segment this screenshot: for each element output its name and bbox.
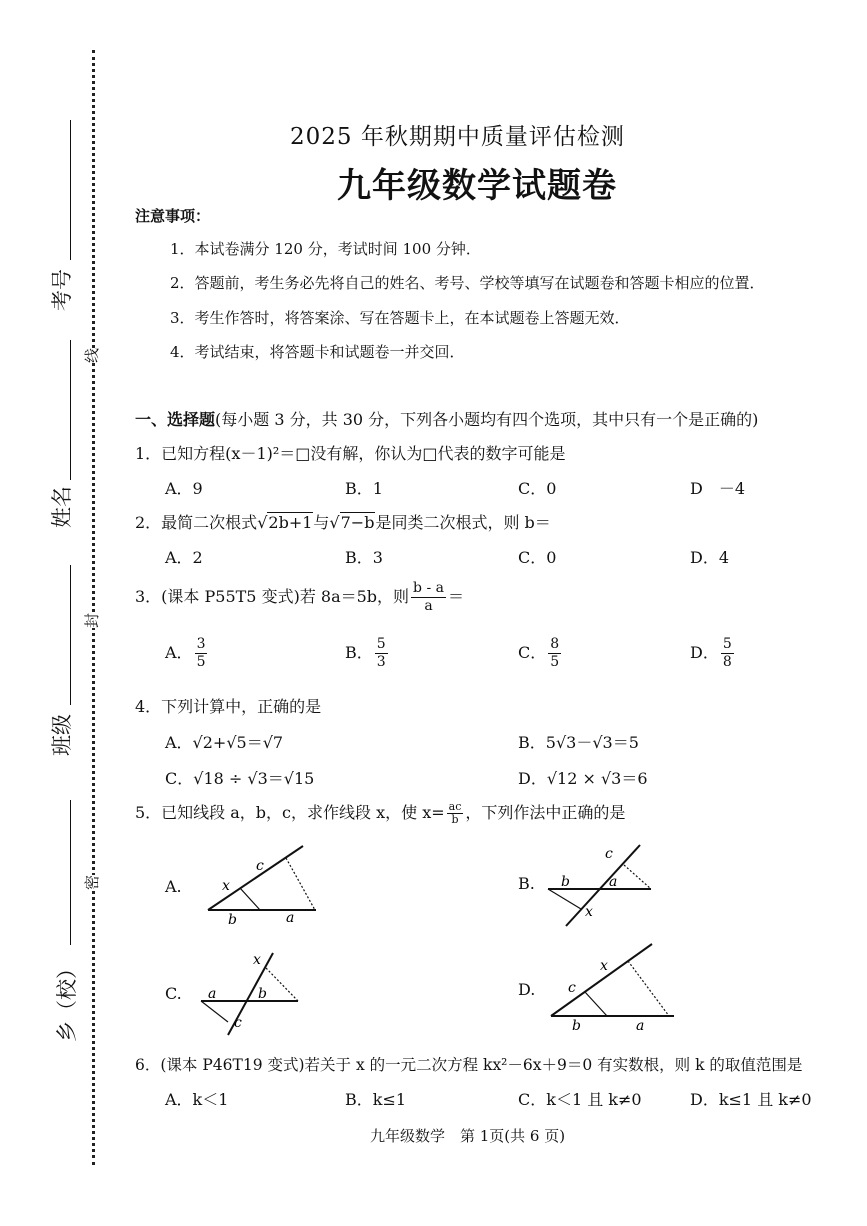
notice-item: 4．考试结束，将答题卡和试题卷一并交回． [170, 343, 465, 361]
notice-item: 1．本试卷满分 120 分，考试时间 100 分钟． [170, 240, 481, 258]
svg-text:a: a [208, 986, 217, 1002]
q2-option-d[interactable]: D．4 [690, 548, 730, 567]
q2-pre: 2．最简二次根式 [135, 513, 258, 532]
notice-item: 2．答题前，考生务必先将自己的姓名、考号、学校等填写在试题卷和答题卡相应的位置． [170, 274, 765, 292]
seal-char-seal: 封 [83, 612, 102, 629]
name-label: 姓名 [50, 486, 74, 528]
q1-option-d[interactable]: D －4 [690, 479, 746, 498]
q4-option-c[interactable]: C．√18 ÷ √3＝√15 [165, 769, 315, 788]
q3-fraction: $\frac{b - a}{a}$ [413, 580, 444, 614]
q3-option-c[interactable]: C． $\frac{8}{5}$ [518, 636, 560, 670]
q6-option-c[interactable]: C．k＜1 且 k≠0 [518, 1090, 642, 1109]
q5-option-a-label[interactable]: A. [165, 877, 182, 896]
paper-title: 九年级数学试题卷 [337, 166, 617, 206]
exam-no-line[interactable] [70, 120, 71, 260]
q1-option-b[interactable]: B．1 [345, 479, 383, 498]
q3-post: ＝ [448, 587, 465, 606]
binding-strip [0, 0, 120, 1226]
q3-option-b[interactable]: B． $\frac{5}{3}$ [345, 636, 386, 670]
school-label: 乡（校） [55, 958, 79, 1042]
q2-option-b[interactable]: B．3 [345, 548, 383, 567]
q2-post: 是同类二次根式，则 b＝ [375, 513, 551, 532]
notice-item: 3．考生作答时，将答案涂、写在答题卡上，在本试题卷上答题无效． [170, 309, 630, 327]
q4-stem: 4．下列计算中，正确的是 [135, 697, 322, 716]
svg-text:c: c [256, 858, 264, 874]
q6-option-a[interactable]: A．k＜1 [165, 1090, 229, 1109]
page-footer: 九年级数学 第 1页(共 6 页) [370, 1127, 566, 1145]
seal-char-secret: 密 [83, 874, 102, 891]
svg-text:c: c [234, 1015, 242, 1031]
svg-text:c: c [568, 980, 576, 996]
q5-stem [135, 800, 625, 826]
svg-text:b: b [561, 874, 570, 890]
q5-option-b-label[interactable]: B. [518, 874, 535, 893]
q3-option-a[interactable]: A． $\frac{3}{5}$ [165, 636, 206, 670]
q3-option-d[interactable]: D． $\frac{5}{8}$ [690, 636, 732, 670]
q1-option-c[interactable]: C．0 [518, 479, 557, 498]
q1-stem: 1．已知方程(x－1)²＝□没有解，你认为□代表的数字可能是 [135, 444, 566, 463]
q5-fraction: $\frac{ac}{b}$ [448, 800, 462, 826]
name-line[interactable] [70, 340, 71, 480]
q5-option-c-label[interactable]: C. [165, 984, 182, 1003]
q1-option-a[interactable]: A．9 [165, 479, 203, 498]
exam-no-label: 考号 [50, 269, 74, 311]
q5-diagram-a [200, 838, 330, 928]
seal-char-line: 线 [83, 347, 102, 364]
q2-option-c[interactable]: C．0 [518, 548, 557, 567]
q5-option-d-label[interactable]: D. [518, 980, 536, 999]
q5-diagram-c [198, 950, 308, 1040]
class-label: 班级 [50, 714, 74, 756]
q2-radicand-1: 2b+1 [268, 513, 313, 532]
q4-option-b[interactable]: B．5√3－√3＝5 [518, 733, 639, 752]
svg-text:b: b [258, 986, 267, 1002]
q2-option-a[interactable]: A．2 [165, 548, 203, 567]
svg-text:b: b [228, 912, 237, 928]
q6-option-b[interactable]: B．k≤1 [345, 1090, 407, 1109]
q3-stem [135, 580, 464, 615]
q6-stem: 6．(课本 P46T19 变式)若关于 x 的一元二次方程 kx²－6x＋9＝0 有实数根，则 k 的取值范围是 [135, 1056, 803, 1074]
q6-option-d[interactable]: D．k≤1 且 k≠0 [690, 1090, 812, 1109]
q5-diagram-b [545, 838, 665, 933]
svg-text:x: x [600, 958, 608, 974]
svg-text:a: a [636, 1018, 645, 1034]
svg-text:x: x [253, 952, 261, 968]
q4-option-d[interactable]: D．√12 × √3＝6 [518, 769, 648, 788]
svg-text:x: x [222, 878, 230, 894]
svg-text:a: a [609, 874, 618, 890]
svg-text:b: b [572, 1018, 581, 1034]
q4-option-a[interactable]: A．√2+√5＝√7 [165, 733, 284, 752]
section-note: (每小题 3 分，共 30 分，下列各小题均有四个选项，其中只有一个是正确的) [215, 410, 759, 429]
class-line[interactable] [70, 565, 71, 705]
notice-title: 注意事项： [135, 207, 211, 225]
svg-text:x: x [585, 904, 593, 920]
svg-text:a: a [286, 910, 295, 926]
q2-stem: 2．最简二次根式√2b+1与√7−b是同类二次根式，则 b＝ [135, 513, 551, 532]
q3-pre: 3．(课本 P55T5 变式)若 8a＝5b，则 [135, 587, 410, 606]
q5-post: ，下列作法中正确的是 [465, 803, 626, 822]
section-title: 一、选择题 [135, 410, 216, 429]
q5-diagram-d [548, 940, 678, 1035]
exam-title: 2025 年秋期期中质量评估检测 [290, 124, 625, 150]
svg-text:c: c [605, 846, 613, 862]
seal-dotted-line [92, 50, 95, 1165]
q2-radicand-2: 7−b [340, 513, 375, 532]
school-line[interactable] [70, 800, 71, 945]
q2-mid: 与 [313, 513, 330, 532]
section-heading [135, 407, 758, 430]
q5-pre: 5．已知线段 a，b，c，求作线段 x，使 x= [135, 803, 445, 822]
